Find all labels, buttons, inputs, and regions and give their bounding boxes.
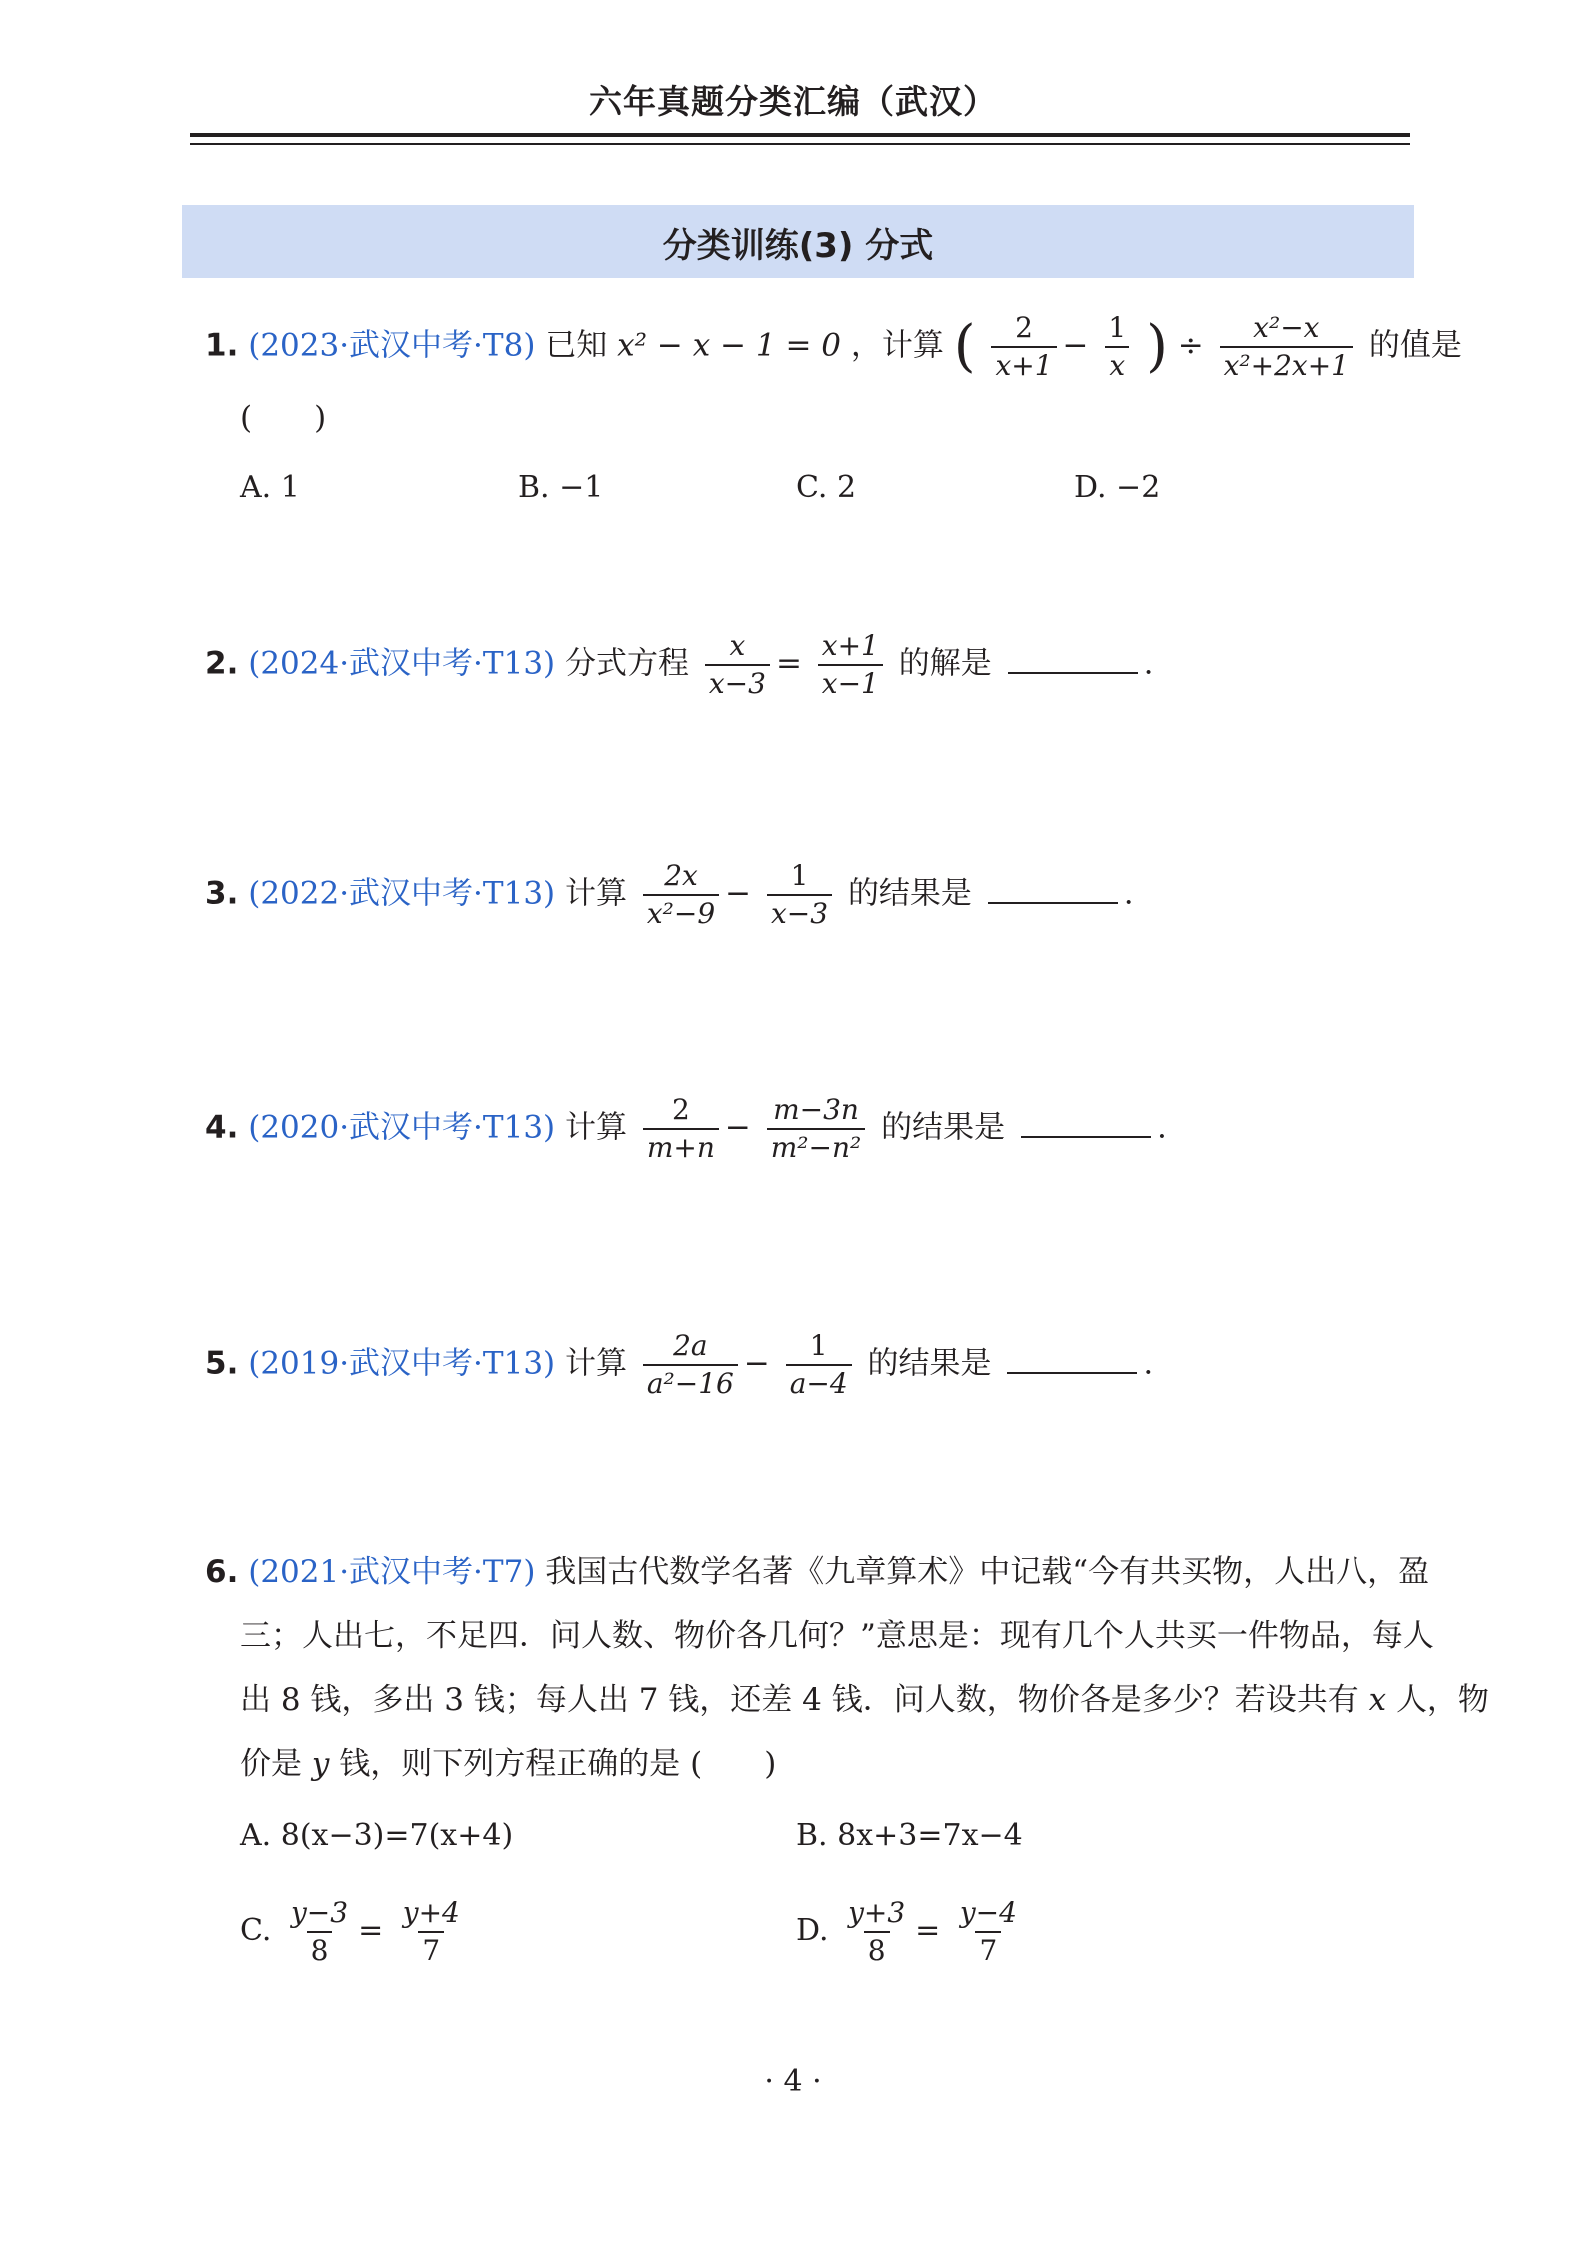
question-text: 我国古代数学名著《九章算术》中记载“今有共买物，人出八，盈	[545, 1554, 1430, 1590]
fraction: $\frac{x+1}{x-1}$	[818, 628, 883, 702]
divide-sign: ÷	[1177, 327, 1204, 364]
question-source: (2019·武汉中考·T13)	[248, 1345, 556, 1382]
answer-paren: ( )	[690, 1746, 777, 1782]
left-paren: (	[953, 314, 976, 379]
answer-blank[interactable]	[1008, 642, 1138, 674]
header-rule-thick	[190, 133, 1410, 137]
question-text: 的值是	[1368, 327, 1462, 364]
fraction: $\frac{1}{a-4}$	[786, 1328, 852, 1402]
answer-blank[interactable]	[988, 872, 1118, 904]
option-d: D. −2	[1074, 470, 1161, 505]
option-a: A. 8(x−3)=7(x+4)	[240, 1818, 514, 1853]
question-6-line-2: 三；人出七，不足四．问人数、物价各几何？”意思是：现有几个人共买一件物品，每人	[240, 1618, 1434, 1654]
question-text: 的结果是	[847, 875, 972, 912]
option-b: B. 8x+3=7x−4	[796, 1818, 1023, 1853]
fraction: $\frac{x}{x-3}$	[705, 628, 770, 702]
header-rule-thin	[190, 143, 1410, 145]
question-source: (2021·武汉中考·T7)	[248, 1554, 536, 1590]
fraction: $\frac{y+4}{7}$	[402, 1896, 460, 1967]
fraction: $\frac{1}{x-3}$	[767, 858, 832, 932]
fraction: $\frac{1}{x}$	[1104, 310, 1130, 384]
option-d: D. $\frac{y+3}{8}$ = $\frac{y-4}{7}$	[796, 1895, 1027, 1969]
question-6-line-3: 出 8 钱，多出 3 钱；每人出 7 钱，还差 4 钱．问人数，物价各是多少？若设共有 x 人，物	[240, 1682, 1489, 1718]
question-text: 分式方程	[565, 645, 689, 682]
fraction: $\frac{y+3}{8}$	[848, 1896, 906, 1967]
question-number: 3.	[205, 875, 239, 912]
question-source: (2020·武汉中考·T13)	[248, 1109, 556, 1146]
question-2: 2. (2024·武汉中考·T13) 分式方程 $\frac{x}{x-3}$ = $\frac{x+1}{x-1}$ 的解是 .	[205, 629, 1154, 700]
running-header: 六年真题分类汇编（武汉）	[589, 82, 997, 121]
question-number: 2.	[205, 645, 239, 682]
question-source: (2024·武汉中考·T13)	[248, 645, 556, 682]
question-text: 的结果是	[881, 1109, 1006, 1146]
question-number: 6.	[205, 1554, 239, 1590]
option-a: A. 1	[240, 470, 300, 505]
fraction: $\frac{y-4}{7}$	[959, 1896, 1017, 1967]
question-1: 1. (2023·武汉中考·T8) 已知 x² − x − 1 = 0 ，计算 ( $\frac{2}{x+1}$ − $\frac{1}{x}$ ) ÷ $\frac{\text{x²−x}}{\text{x²+2x+1}}$ 的值是	[205, 311, 1462, 382]
question-text: 已知	[545, 327, 608, 364]
question-6-line-4: 价是 y 钱，则下列方程正确的是 ( )	[240, 1746, 777, 1782]
math-equation: x² − x − 1 = 0	[617, 327, 842, 364]
question-5: 5. (2019·武汉中考·T13) 计算 $\frac{2a}{\text{a²−16}}$ − $\frac{1}{a-4}$ 的结果是 .	[205, 1329, 1154, 1400]
question-4: 4. (2020·武汉中考·T13) 计算 $\frac{2}{m+n}$ − $\frac{m-3n}{\text{m²−n²}}$ 的结果是 .	[205, 1093, 1167, 1164]
question-number: 5.	[205, 1345, 239, 1382]
option-b: B. −1	[518, 470, 604, 505]
answer-blank[interactable]	[1021, 1106, 1151, 1138]
question-3: 3. (2022·武汉中考·T13) 计算 $\frac{2x}{\text{x²−9}}$ − $\frac{1}{x-3}$ 的结果是 .	[205, 859, 1134, 930]
question-source: (2023·武汉中考·T8)	[248, 327, 536, 364]
right-paren: )	[1146, 314, 1168, 379]
question-6	[205, 1552, 1429, 1592]
answer-paren: ( )	[240, 400, 327, 436]
question-number: 4.	[205, 1109, 239, 1146]
question-text: ，计算	[850, 327, 944, 364]
fraction: $\frac{2a}{\text{a²−16}}$	[643, 1328, 738, 1402]
fraction: $\frac{2}{m+n}$	[643, 1092, 719, 1166]
fraction: $\frac{m-3n}{\text{m²−n²}}$	[767, 1092, 866, 1166]
answer-blank[interactable]	[1007, 1342, 1137, 1374]
question-text: 计算	[565, 1109, 627, 1146]
option-c: C. $\frac{y-3}{8}$ = $\frac{y+4}{7}$	[240, 1895, 470, 1969]
fraction: $\frac{\text{x²−x}}{\text{x²+2x+1}}$	[1220, 310, 1353, 384]
fraction: $\frac{y-3}{8}$	[290, 1896, 349, 1967]
question-text: 的结果是	[867, 1345, 992, 1382]
page-number: · 4 ·	[764, 2064, 822, 2099]
question-text: 的解是	[898, 645, 992, 682]
question-text: 计算	[565, 875, 627, 912]
question-number: 1.	[205, 327, 239, 364]
section-title: 分类训练(3) 分式	[662, 226, 934, 266]
fraction: $\frac{2}{x+1}$	[991, 310, 1056, 384]
question-text: 计算	[565, 1345, 627, 1382]
question-source: (2022·武汉中考·T13)	[248, 875, 556, 912]
option-c: C. 2	[796, 470, 857, 505]
fraction: $\frac{2x}{\text{x²−9}}$	[643, 858, 719, 932]
